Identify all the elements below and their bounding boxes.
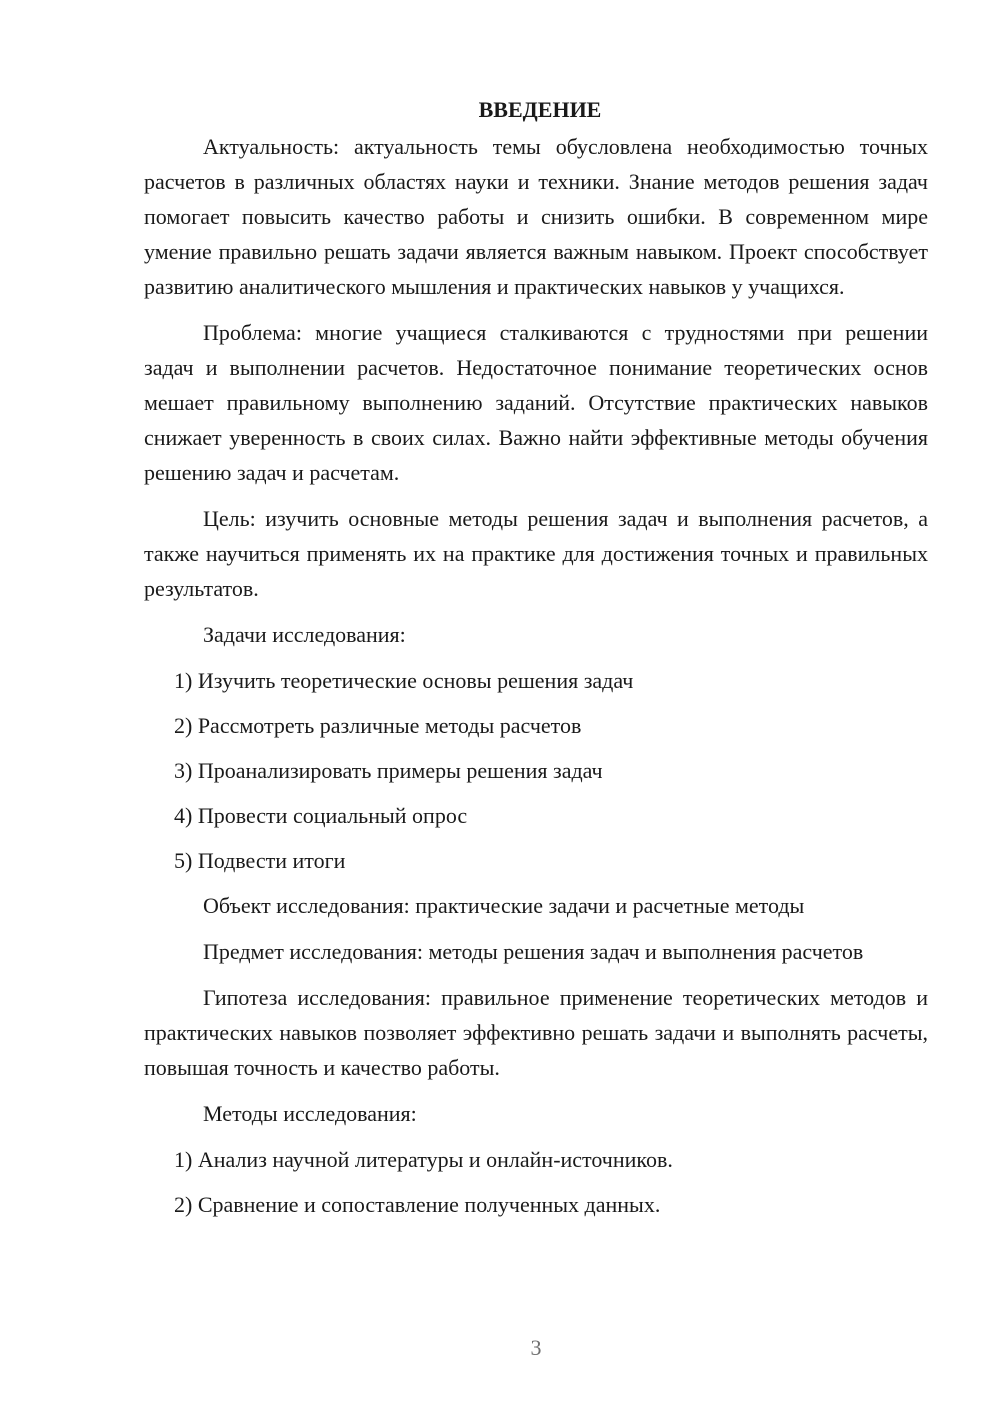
hypothesis-paragraph: Гипотеза исследования: правильное применение теоретических методов и практических навыков позволяет эффективно решать задачи и выполнять расчеты, повышая точность и качество работы.	[144, 985, 928, 1080]
task-item: 5) Подвести итоги	[174, 848, 346, 873]
subject-paragraph: Предмет исследования: методы решения задач и выполнения расчетов	[203, 939, 864, 964]
methods-heading: Методы исследования:	[203, 1101, 417, 1126]
problem-paragraph: Проблема: многие учащиеся сталкиваются с трудностями при решении задач и выполнении расчетов. Недостаточное понимание теоретических основ мешает правильному выполнению заданий. Отсутствие практических навыков снижает уверенность в своих силах. Важно найти эффективные методы обучения решению задач и расчетам.	[144, 320, 928, 485]
tasks-list	[144, 663, 928, 878]
task-item: 3) Проанализировать примеры решения задач	[174, 758, 603, 783]
page-content	[144, 92, 928, 1232]
object-paragraph: Объект исследования: практические задачи и расчетные методы	[203, 893, 805, 918]
page-number: 3	[530, 1335, 542, 1360]
method-item: 1) Анализ научной литературы и онлайн-источников.	[174, 1147, 673, 1172]
task-item: 1) Изучить теоретические основы решения задач	[174, 668, 634, 693]
methods-list	[144, 1142, 928, 1222]
task-item: 2) Рассмотреть различные методы расчетов	[174, 713, 582, 738]
section-title: ВВЕДЕНИЕ	[478, 97, 602, 122]
task-item: 4) Провести социальный опрос	[174, 803, 468, 828]
method-item: 2) Сравнение и сопоставление полученных данных.	[174, 1192, 661, 1217]
goal-paragraph: Цель: изучить основные методы решения задач и выполнения расчетов, а также научиться применять их на практике для достижения точных и правильных результатов.	[144, 506, 928, 601]
relevance-paragraph: Актуальность: актуальность темы обусловлена необходимостью точных расчетов в различных областях науки и техники. Знание методов решения задач помогает повысить качество работы и снизить ошибки. В современном мире умение правильно решать задачи является важным навыком. Проект способствует развитию аналитического мышления и практических навыков у учащихся.	[144, 134, 928, 299]
tasks-heading: Задачи исследования:	[203, 622, 406, 647]
